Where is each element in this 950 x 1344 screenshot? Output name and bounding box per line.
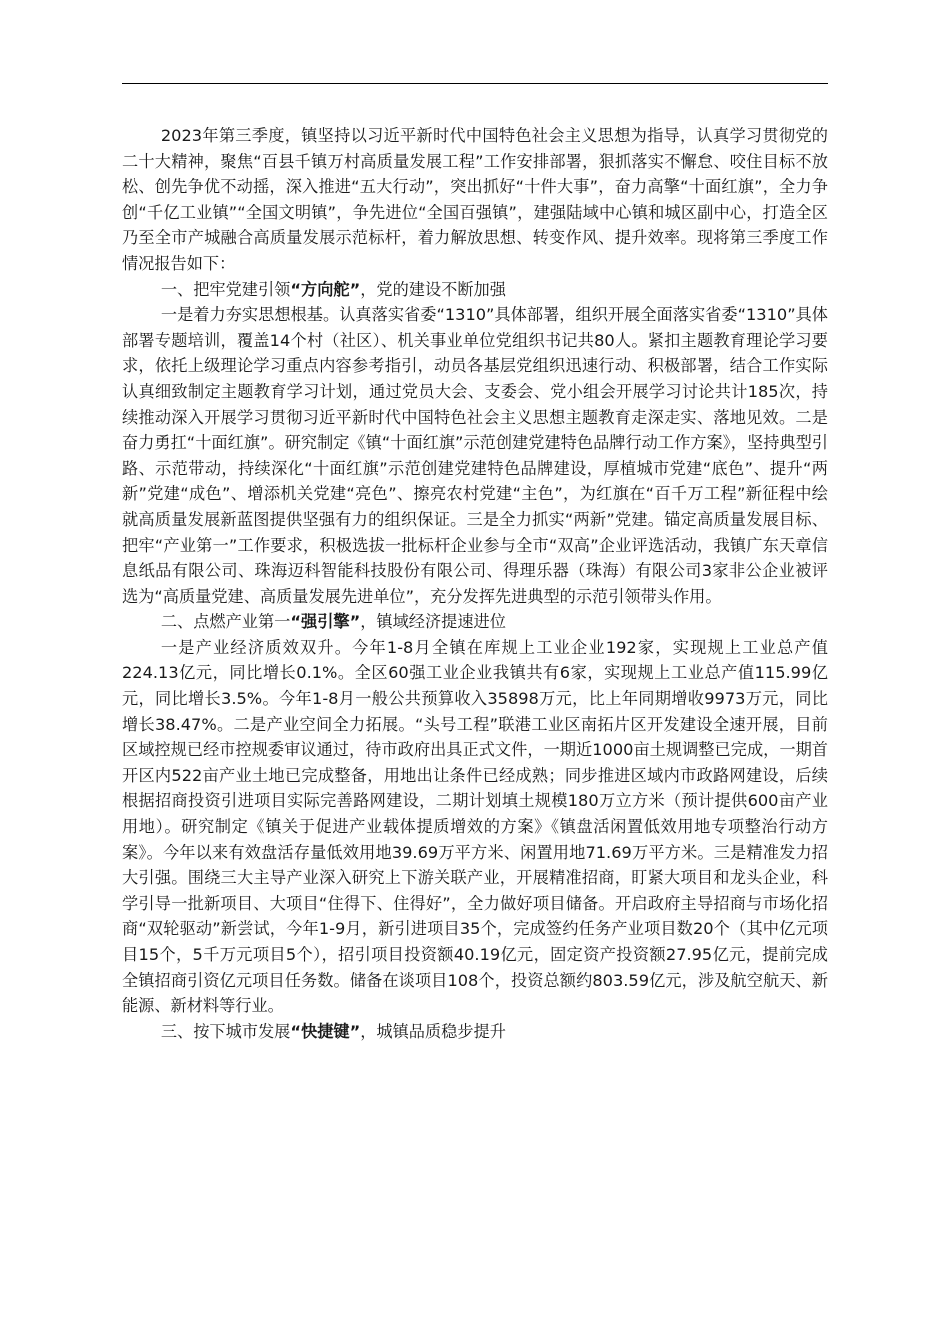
- document-body: [122, 123, 828, 1044]
- section-heading-3-post: ，城镇品质稳步提升: [360, 1021, 506, 1041]
- section-1-body: 一是着力夯实思想根基。认真落实省委“1310”具体部署，组织开展全面落实省委“1310”具体部署专题培训，覆盖14个村（社区）、机关事业单位党组织书记共80人。紧扣主题教育理论学习要求，依托上级理论学习重点内容参考指引，动员各基层党组织迅速行动、积极部署，结合工作实际认真细致制定主题教育学习计划，通过党员大会、支委会、党小组会开展学习讨论共计185次，持续推动深入开展学习贯彻习近平新时代中国特色社会主义思想主题教育走深走实、落地见效。二是奋力勇扛“十面红旗”。研究制定《镇“十面红旗”示范创建党建特色品牌行动工作方案》，坚持典型引路、示范带动，持续深化“十面红旗”示范创建党建特色品牌建设，厚植城市党建“底色”、提升“两新”党建“成色”、增添机关党建“亮色”、擦亮农村党建“主色”，为红旗在“百千万工程”新征程中绘就高质量发展新蓝图提供坚强有力的组织保证。三是全力抓实“两新”党建。锚定高质量发展目标、把牢“产业第一”工作要求，积极选拔一批标杆企业参与全市“双高”企业评选活动，我镇广东天章信息纸品有限公司、珠海迈科智能科技股份有限公司、得理乐器（珠海）有限公司3家非公企业被评选为“高质量党建、高质量发展先进单位”，充分发挥先进典型的示范引领带头作用。: [122, 305, 828, 606]
- section-heading-1-pre: 一、把牢党建引领: [160, 279, 291, 299]
- section-heading-2-post: ，镇域经济提速进位: [360, 612, 506, 632]
- section-heading-3: [122, 1019, 828, 1045]
- section-heading-1: [122, 277, 828, 303]
- section-heading-2-emphasis: “强引擎”: [290, 612, 361, 632]
- header-rule: [122, 83, 828, 84]
- section-heading-1-post: ，党的建设不断加强: [360, 279, 506, 299]
- section-2-body: 一是产业经济质效双升。今年1-8月全镇在库规上工业企业192家，实现规上工业总产值224.13亿元，同比增长0.1%。全区60强工业企业我镇共有6家，实现规上工业总产值115.99亿元，同比增长3.5%。今年1-8月一般公共预算收入35898万元，比上年同期增收9973万元，同比增长38.47%。二是产业空间全力拓展。“头号工程”联港工业区南拓片区开发建设全速开展，目前区域控规已经市控规委审议通过，待市政府出具正式文件，一期近1000亩土规调整已完成，一期首开区内522亩产业土地已完成整备，用地出让条件已经成熟；同步推进区域内市政路网建设，后续根据招商投资引进项目实际完善路网建设，二期计划填土规模180万立方米（预计提供600亩产业用地）。研究制定《镇关于促进产业载体提质增效的方案》《镇盘活闲置低效用地专项整治行动方案》。今年以来有效盘活存量低效用地39.69万平方米、闲置用地71.69万平方米。三是精准发力招大引强。围绕三大主导产业深入研究上下游关联产业，开展精准招商，盯紧大项目和龙头企业，科学引导一批新项目、大项目“住得下、住得好”，全力做好项目储备。开启政府主导招商与市场化招商“双轮驱动”新尝试，今年1-9月，新引进项目35个，完成签约任务产业项目数20个（其中亿元项目15个，5千万元项目5个），招引项目投资额40.19亿元，固定资产投资额27.95亿元，提前完成全镇招商引资亿元项目任务数。储备在谈项目108个，投资总额约803.59亿元，涉及航空航天、新能源、新材料等行业。: [122, 637, 828, 1016]
- section-heading-2-pre: 二、点燃产业第一: [160, 612, 291, 632]
- section-heading-2: [122, 609, 828, 635]
- section-heading-3-pre: 三、按下城市发展: [160, 1021, 291, 1041]
- section-heading-3-emphasis: “快捷键”: [290, 1021, 361, 1041]
- intro-paragraph: 2023年第三季度，镇坚持以习近平新时代中国特色社会主义思想为指导，认真学习贯彻党的二十大精神，聚焦“百县千镇万村高质量发展工程”工作安排部署，狠抓落实不懈怠、咬住目标不放松、创先争优不动摇，深入推进“五大行动”，突出抓好“十件大事”，奋力高擎“十面红旗”，全力争创“千亿工业镇”“全国文明镇”，争先进位“全国百强镇”，建强陆域中心镇和城区副中心，打造全区乃至全市产城融合高质量发展示范标杆，着力解放思想、转变作风、提升效率。现将第三季度工作情况报告如下：: [122, 126, 828, 273]
- section-heading-1-emphasis: “方向舵”: [290, 279, 361, 299]
